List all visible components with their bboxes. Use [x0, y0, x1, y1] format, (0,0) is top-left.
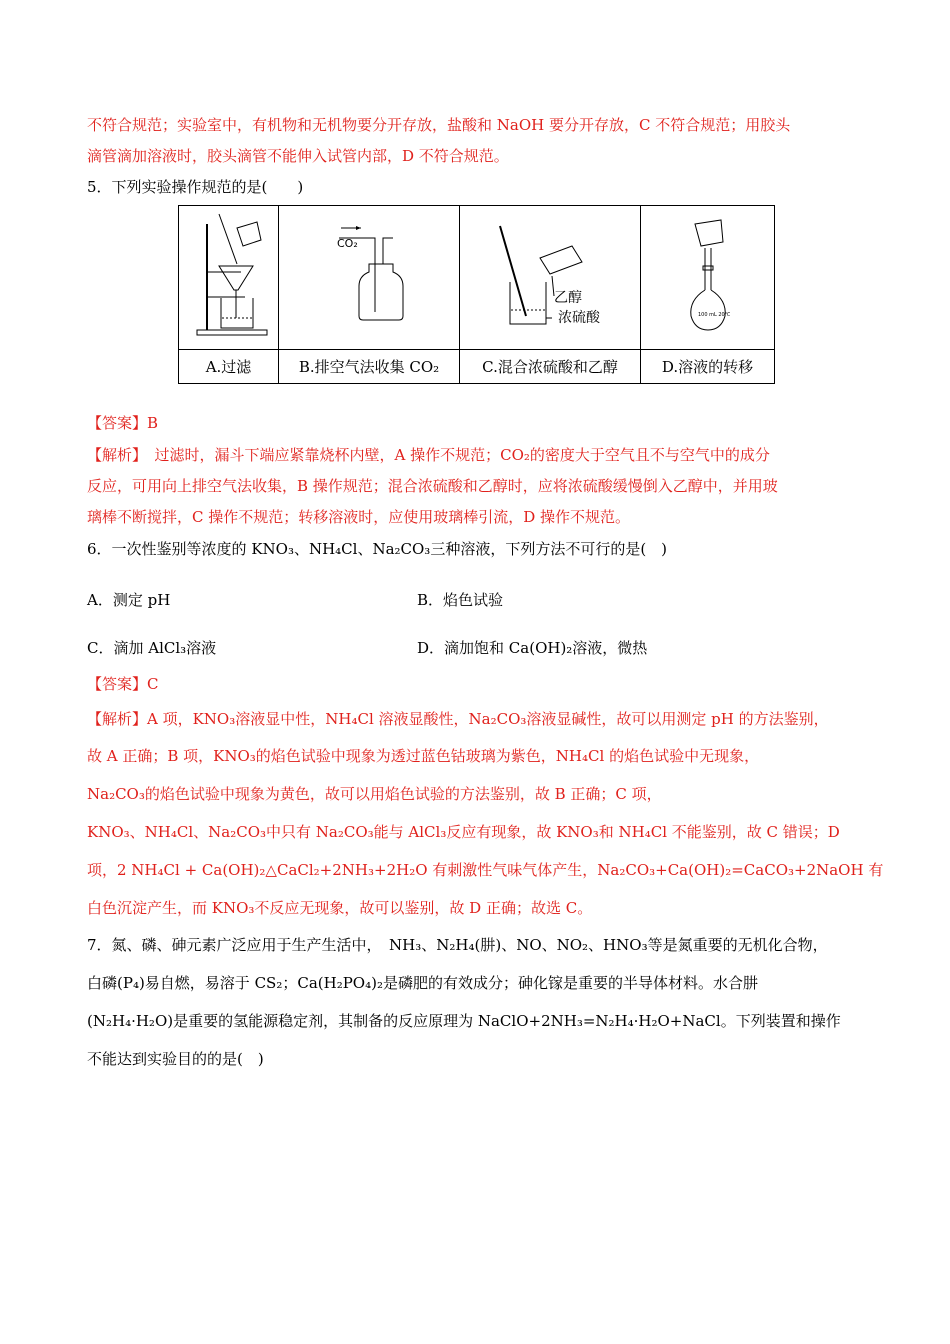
question-7-line: 白磷(P₄)易自燃，易溶于 CS₂；Ca(H₂PO₄)₂是磷肥的有效成分；砷化镓是重要的半导体材料。水合肼 — [87, 974, 758, 992]
volumetric-flask-icon — [641, 206, 774, 345]
ethanol-label: 乙醇 — [554, 290, 582, 306]
figure-cell-gas-collection — [279, 206, 460, 350]
option-a: A．测定 pH — [87, 591, 171, 609]
co2-label: CO₂ — [337, 237, 358, 250]
explanation-line: 反应，可用向上排空气法收集，B 操作规范；混合浓硫酸和乙醇时，应将浓硫酸缓慢倒入乙醇中，并用玻 — [87, 477, 778, 495]
explanation-line: Na₂CO₃的焰色试验中现象为黄色，故可以用焰色试验的方法鉴别，故 B 正确；C 项， — [87, 785, 662, 803]
question-6: 6．一次性鉴别等浓度的 KNO₃、NH₄Cl、Na₂CO₃三种溶液，下列方法不可行的是( ) — [87, 540, 668, 558]
explanation-line: 白色沉淀产生，而 KNO₃不反应无现象，故可以鉴别，故 D 正确；故选 C。 — [87, 899, 593, 917]
explanation-line: 不符合规范；实验室中，有机物和无机物要分开存放，盐酸和 NaOH 要分开存放，C 不符合规范；用胶头 — [87, 116, 791, 134]
caption-d: D.溶液的转移 — [641, 350, 775, 384]
caption-c: C.混合浓硫酸和乙醇 — [460, 350, 641, 384]
explanation-line: KNO₃、NH₄Cl、Na₂CO₃中只有 Na₂CO₃能与 AlCl₃反应有现象，故 KNO₃和 NH₄Cl 不能鉴别，故 C 错误；D — [87, 823, 840, 841]
question-7-line: 7．氮、磷、砷元素广泛应用于生产生活中， NH₃、N₂H₄(肼)、NO、NO₂、HNO₃等是氮重要的无机化合物， — [87, 936, 828, 954]
question-7-line: 不能达到实验目的的是( ) — [87, 1050, 264, 1068]
gas-bottle-icon — [279, 206, 459, 345]
mixing-acid-icon — [460, 206, 640, 345]
caption-a: A.过滤 — [179, 350, 279, 384]
option-d: D．滴加饱和 Ca(OH)₂溶液，微热 — [417, 639, 648, 657]
apparatus-figure-table — [178, 205, 775, 384]
explanation-line: 项，2 NH₄Cl + Ca(OH)₂△CaCl₂+2NH₃+2H₂O 有刺激性气味气体产生，Na₂CO₃+Ca(OH)₂=CaCO₃+2NaOH 有 — [87, 861, 884, 879]
explanation-line: 故 A 正确；B 项，KNO₃的焰色试验中现象为透过蓝色钴玻璃为紫色，NH₄Cl 的焰色试验中无现象， — [87, 747, 760, 765]
figure-cell-filtration — [179, 206, 279, 350]
answer-5: 【答案】B — [87, 414, 159, 432]
option-b: B．焰色试验 — [417, 591, 504, 609]
figure-cell-transfer — [641, 206, 775, 350]
flask-label: 100 mL 20℃ — [698, 312, 731, 318]
explanation-line: 璃棒不断搅拌，C 操作不规范；转移溶液时，应使用玻璃棒引流，D 操作不规范。 — [87, 508, 631, 526]
filtration-apparatus-icon — [179, 206, 278, 345]
option-c: C．滴加 AlCl₃溶液 — [87, 639, 217, 657]
question-7-line: (N₂H₄·H₂O)是重要的氢能源稳定剂，其制备的反应原理为 NaClO+2NH₃=N₂H₄·H₂O+NaCl。下列装置和操作 — [87, 1012, 841, 1030]
answer-6: 【答案】C — [87, 675, 159, 693]
question-5: 5．下列实验操作规范的是( ) — [87, 178, 304, 196]
caption-b: B.排空气法收集 CO₂ — [279, 350, 460, 384]
figure-cell-mixing — [460, 206, 641, 350]
acid-label: 浓硫酸 — [558, 310, 600, 326]
explanation-line: 【解析】 过滤时，漏斗下端应紧靠烧杯内壁，A 操作不规范；CO₂的密度大于空气且不与空气中的成分 — [87, 446, 770, 464]
explanation-line: 滴管滴加溶液时，胶头滴管不能伸入试管内部，D 不符合规范。 — [87, 147, 509, 165]
explanation-line: 【解析】A 项，KNO₃溶液显中性，NH₄Cl 溶液显酸性，Na₂CO₃溶液显碱性，故可以用测定 pH 的方法鉴别， — [87, 710, 829, 728]
